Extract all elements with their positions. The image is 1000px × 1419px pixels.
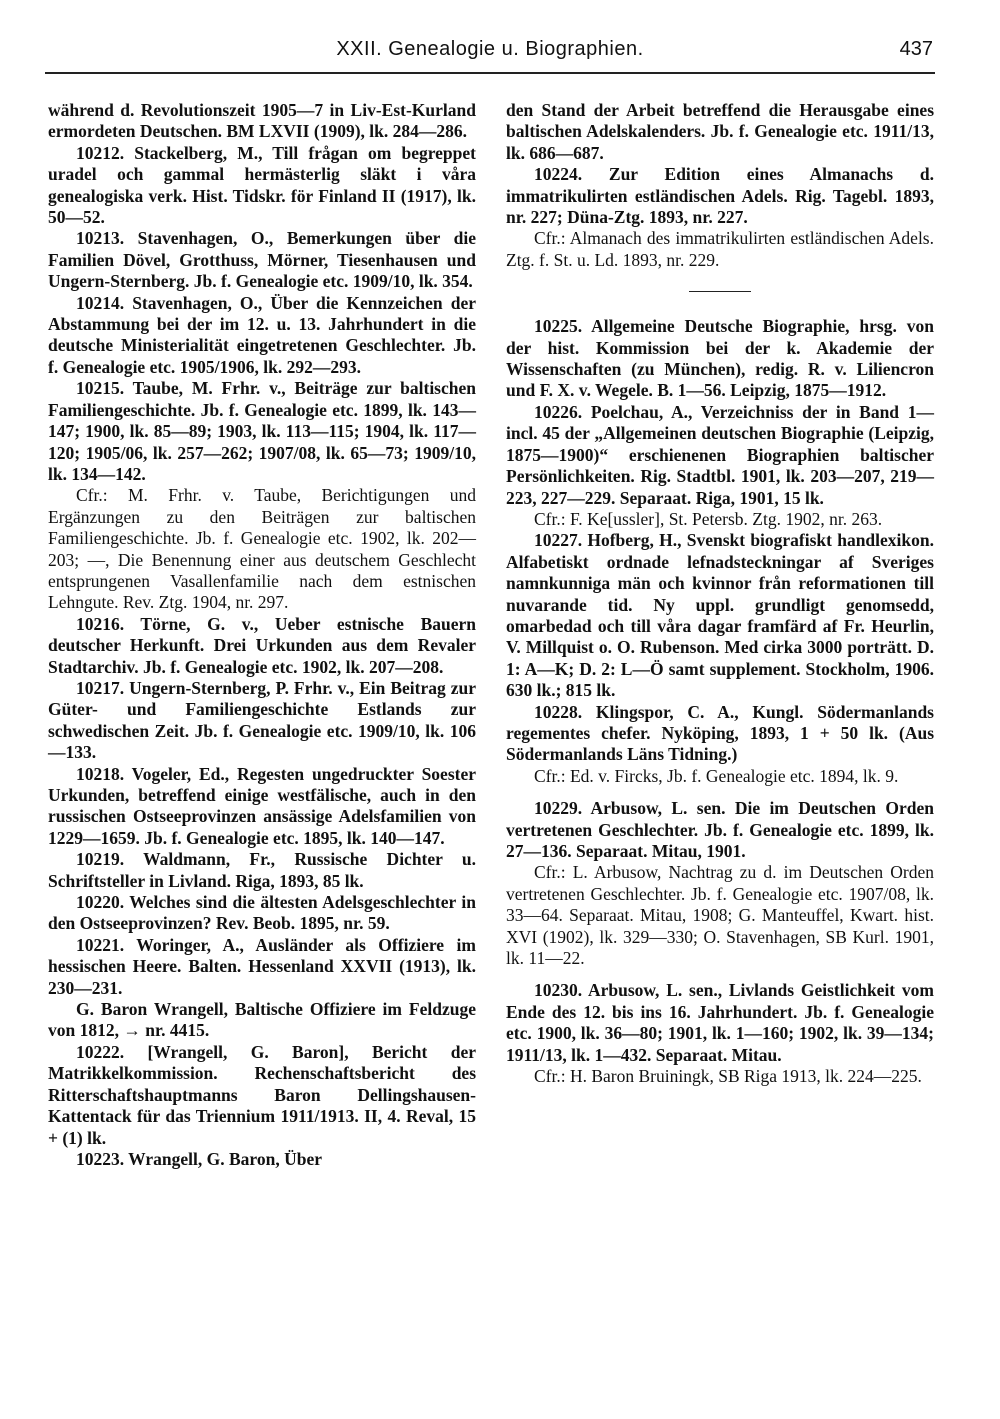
bibliography-entry: 10212. Stackelberg, M., Till frågan om begreppet uradel och gammal hermästerlig släkt i våra genealogiska verk. Hist. Tidskr. för Finland II (1917), lk. 50—52. bbox=[48, 142, 476, 228]
bibliography-entry: 10213. Stavenhagen, O., Bemerkungen über die Familien Dövel, Grotthuss, Mörner, Tiesenhausen und Ungern-Sternberg. Jb. f. Genealogie etc. 1909/10, lk. 354. bbox=[48, 228, 476, 292]
bibliography-entry: 10221. Woringer, A., Ausländer als Offiziere im hessischen Heere. Balten. Hessenland XXVII (1913), lk. 230—231. bbox=[48, 934, 476, 998]
bibliography-entry: 10215. Taube, M. Frhr. v., Beiträge zur baltischen Familiengeschichte. Jb. f. Genealogie etc. 1899, lk. 143—147; 1900, lk. 85—89; 1903, lk. 113—115; 1904, lk. 117—120; 1905/06, lk. 257—262; 1907/08, lk. 65—73; 1909/10, lk. 134—142. bbox=[48, 378, 476, 484]
bibliography-entry: 10225. Allgemeine Deutsche Biographie, hrsg. von der hist. Kommission bei der k. Akademie der Wissenschaften (zu München), redig. R. v. Liliencron und F. X. v. Wegele. B. 1—56. Leipzig, 1875—1912. bbox=[506, 316, 934, 401]
bibliography-entry: 10224. Zur Edition eines Almanachs d. immatrikulirten estländischen Adels. Rig. Tagebl. 1893, nr. 227; Düna-Ztg. 1893, nr. 227. bbox=[506, 164, 934, 228]
bibliography-entry: Cfr.: M. Frhr. v. Taube, Berichtigungen und Ergänzungen zu den Beiträgen zur baltischen Familiengeschichte. Jb. f. Genealogie etc. 1902, lk. 202—203; —, Die Benennung einer aus deutschem Geschlecht entsprungenen Vasallenfamilie nach dem estnischen Lehngute. Rev. Ztg. 1904, nr. 297. bbox=[48, 485, 476, 613]
bibliography-entry: den Stand der Arbeit betreffend die Herausgabe eines baltischen Adelskalenders. Jb. f. Genealogie etc. 1911/13, lk. 686—687. bbox=[506, 100, 934, 163]
bibliography-entry: Cfr.: Ed. v. Fircks, Jb. f. Genealogie etc. 1894, lk. 9. bbox=[534, 765, 899, 786]
bibliography-entry: 10230. Arbusow, L. sen., Livlands Geistlichkeit vom Ende des 12. bis ins 16. Jahrhundert. Jb. f. Genealogie etc. 1900, lk. 36—80; 1901, lk. 1—160; 1902, lk. 39—134; 1911/13, lk. 1—432. Separaat. Mitau. bbox=[506, 980, 934, 1065]
bibliography-entry: 10216. Törne, G. v., Ueber estnische Bauern deutscher Herkunft. Drei Urkunden aus dem Revaler Stadtarchiv. Jb. f. Genealogie etc. 1902, lk. 207—208. bbox=[48, 613, 476, 677]
bibliography-entry: 10226. Poelchau, A., Verzeichniss der in Band 1— incl. 45 der „Allgemeinen deutschen Biographie (Leipzig, 1875—1900)“ erschienenen Biographien baltischer Persönlichkeiten. Rig. Stadtbl. 1901, lk. 203—207, 219—223, 227—229. Separaat. Riga, 1901, 15 lk. bbox=[506, 401, 934, 508]
bibliography-entry: Cfr.: F. Ke[ussler], St. Petersb. Ztg. 1902, nr. 263. bbox=[534, 508, 883, 529]
bibliography-entry: 10220. Welches sind die ältesten Adelsgeschlechter in den Ostseeprovinzen? Rev. Beob. 1895, nr. 59. bbox=[48, 892, 476, 934]
bibliography-entry: Cfr.: Almanach des immatrikulirten estländischen Adels. Ztg. f. St. u. Ld. 1893, nr. 229. bbox=[506, 228, 934, 270]
bibliography-entry: 10218. Vogeler, Ed., Regesten ungedruckter Soester Urkunden, betreffend einige westfälische, auch in den russischen Ostseeprovinzen ansässige Adelsfamilien von 1229—1659. Jb. f. Genealogie etc. 1895, lk. 140—147. bbox=[48, 763, 476, 848]
section-title: XXII. Genealogie u. Biographien. bbox=[336, 38, 644, 60]
bibliography-entry: 10223. Wrangell, G. Baron, Über bbox=[76, 1148, 322, 1169]
running-header bbox=[45, 38, 935, 74]
bibliography-entry: Cfr.: H. Baron Bruiningk, SB Riga 1913, lk. 224—225. bbox=[534, 1066, 922, 1087]
bibliography-entry: 10228. Klingspor, C. A., Kungl. Södermanlands regementes chefer. Nyköping, 1893, 1 + 50 lk. (Aus Södermanlands Läns Tidning.) bbox=[506, 701, 934, 765]
bibliography-entry: Cfr.: L. Arbusow, Nachtrag zu d. im Deutschen Orden vertretenen Geschlechter. Jb. f. Genealogie etc. 1907/08, lk. 33—64. Separaat. Mitau, 1908; G. Manteuffel, Kwart. hist. XVI (1902), lk. 329—330; O. Stavenhagen, SB Kurl. 1901, lk. 11—22. bbox=[506, 862, 934, 969]
section-separator bbox=[689, 291, 751, 292]
right-column bbox=[506, 100, 934, 1087]
bibliography-entry: 10219. Waldmann, Fr., Russische Dichter u. Schriftsteller in Livland. Riga, 1893, 85 lk. bbox=[48, 849, 476, 891]
left-column bbox=[48, 100, 476, 1170]
bibliography-entry: während d. Revolutionszeit 1905—7 in Liv-Est-Kurland ermordeten Deutschen. BM LXVII (1909), lk. 284—286. bbox=[48, 100, 476, 142]
page-number: 437 bbox=[899, 38, 933, 60]
bibliography-entry: 10214. Stavenhagen, O., Über die Kennzeichen der Abstammung bei der im 12. u. 13. Jahrhundert in die deutsche Ministerialität eingetretenen Geschlechter. Jb. f. Genealogie etc. 1905/1906, lk. 292—293. bbox=[48, 292, 476, 377]
bibliography-entry: 10227. Hofberg, H., Svenskt biografiskt handlexikon. Alfabetiskt ordnade lefnadsteckningar af Sveriges namnkunniga män och kvinnor från reformationen till nuvarande tid. Ny uppl. grundligt genomsedd, omarbedad och till våra dagar framfärd af Fr. Heurlin, V. Millquist o. O. Rubenson. Med cirka 3000 porträtt. D. 1: A—K; D. 2: L—Ö samt supplement. Stockholm, 1906. 630 lk.; 815 lk. bbox=[506, 530, 934, 701]
bibliography-entry: 10229. Arbusow, L. sen. Die im Deutschen Orden vertretenen Geschlechter. Jb. f. Genealogie etc. 1899, lk. 27—136. Separaat. Mitau, 1901. bbox=[506, 798, 934, 861]
bibliography-entry: 10222. [Wrangell, G. Baron], Bericht der Matrikkelkommission. Rechenschaftsbericht des Ritterschaftshauptmanns Baron Dellingshausen-Kattentack für das Triennium 1911/1913. II, 4. Reval, 15 + (1) lk. bbox=[48, 1041, 476, 1148]
bibliography-entry: 10217. Ungern-Sternberg, P. Frhr. v., Ein Beitrag zur Güter- und Familiengeschichte Estlands zur schwedischen Zeit. Jb. f. Genealogie etc. 1909/10, lk. 106—133. bbox=[48, 677, 476, 763]
bibliography-entry: G. Baron Wrangell, Baltische Offiziere im Feldzuge von 1812, → nr. 4415. bbox=[48, 999, 476, 1041]
